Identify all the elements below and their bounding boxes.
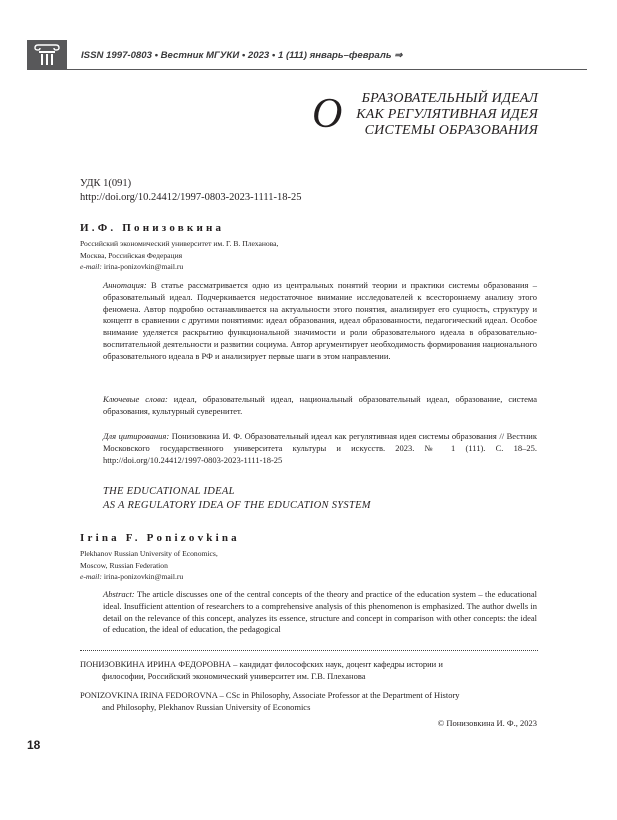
doi-link[interactable]: http://doi.org/10.24412/1997-0803-2023-1111-18-25 [80, 192, 302, 203]
keywords-ru [103, 394, 537, 418]
author-location-en: Moscow, Russian Federation [80, 561, 168, 570]
running-header [27, 40, 587, 70]
abstract-ru [103, 280, 537, 363]
journal-logo [27, 40, 67, 70]
footnote-ru-line-1: ПОНИЗОВКИНА ИРИНА ФЕДОРОВНА – кандидат философских наук, доцент кафедры истории и [80, 659, 443, 669]
footnote-en-line-1: PONIZOVKINA IRINA FEDOROVNA – CSc in Philosophy, Associate Professor at the Department of History [80, 690, 460, 700]
citation-ru [103, 431, 537, 466]
column-capital-icon [33, 44, 61, 66]
keywords-label: Ключевые слова: [103, 394, 168, 404]
footnote-author-en [80, 690, 538, 714]
citation-label: Для цитирования: [103, 431, 170, 441]
email-address[interactable]: irina-ponizovkin@mail.ru [103, 262, 184, 271]
abstract-label: Аннотация: [103, 280, 147, 290]
title-line-2: КАК РЕГУЛЯТИВНАЯ ИДЕЯ [356, 107, 538, 122]
udc-block [80, 177, 301, 205]
email-label: e-mail: [80, 262, 102, 271]
udc-code: УДК 1(091) [80, 178, 132, 189]
author-name-ru: И.Ф. Понизовкина [80, 222, 225, 234]
title-line-1: БРАЗОВАТЕЛЬНЫЙ ИДЕАЛ [361, 91, 538, 106]
email-address[interactable]: irina-ponizovkin@mail.ru [103, 572, 184, 581]
abstract-text: В статье рассматривается одно из центральных понятий теории и практики системы образования – образовательный идеал. Подчеркивается недостаточное внимание исследователей к всестороннему анализу этого феномена. Автор подробно останавливается на актуальности этого понятия, анализирует его сущность, структуру и концепт в сравнении с другими понятиями: идеал образования, идеал образованности, педагогический идеал. Особое внимание уделяется раскрытию функциональной значимости и роли образовательного идеала в образовательно-воспитательной деятельности и развитии социума. Автор аргументирует необходимость формирования национального образовательного идеала в РФ и анализирует первые шаги в этом направлении. [103, 280, 538, 361]
author-affiliation-en: Plekhanov Russian University of Economics, [80, 549, 218, 558]
author-email-en [80, 571, 183, 582]
footnote-divider [80, 650, 538, 651]
author-location-ru: Москва, Российская Федерация [80, 251, 183, 260]
footnote-ru-line-2: философии, Российский экономический университет им. Г.В. Плеханова [102, 670, 366, 681]
footnote-author-ru [80, 659, 538, 683]
author-name-en: Irina F. Ponizovkina [80, 532, 240, 544]
abstract-en [103, 589, 537, 636]
title-en-line-1: THE EDUCATIONAL IDEAL [103, 486, 235, 497]
journal-info: ISSN 1997-0803 • Вестник МГУКИ • 2023 • 1 (111) январь–февраль ⇒ [81, 50, 403, 61]
author-affiliation-ru: Российский экономический университет им. Г. В. Плеханова, [80, 239, 279, 248]
email-label: e-mail: [80, 572, 102, 581]
header-rule [67, 69, 587, 70]
keywords-text: идеал, образовательный идеал, национальный образовательный идеал, образование, система образования, культурный суверенитет. [103, 394, 538, 416]
page-number: 18 [27, 738, 41, 752]
abstract-text: The article discusses one of the central concepts of the theory and practice of the education system – the educational ideal. Insufficient attention of researchers to a comprehensive analysis of this phenomenon is emphasized. The author dwells in detail on the relevance of this concept, analyzes its essence, structure and concept in comparison with other concepts: the ideal of education, the ideal of education, the pedagogical [103, 589, 537, 635]
copyright-notice: © Понизовкина И. Ф., 2023 [437, 718, 537, 728]
footnote-en-line-2: and Philosophy, Plekhanov Russian University of Economics [102, 701, 311, 712]
title-en-line-2: AS A REGULATORY IDEA OF THE EDUCATION SYSTEM [103, 500, 371, 511]
author-email-ru [80, 261, 183, 272]
article-title-ru [300, 91, 538, 139]
title-initial: О [312, 91, 343, 137]
abstract-label: Abstract: [103, 589, 135, 599]
article-title-en [103, 485, 371, 513]
title-line-3: СИСТЕМЫ ОБРАЗОВАНИЯ [364, 123, 538, 138]
citation-text: Понизовкина И. Ф. Образовательный идеал как регулятивная идея системы образования // Вестник Московского государственного университета культуры и искусств. 2023. № 1 (111). С. 18–25. http://doi.org/10.24412/1997-0803-2023-1111-18-25 [103, 431, 537, 465]
